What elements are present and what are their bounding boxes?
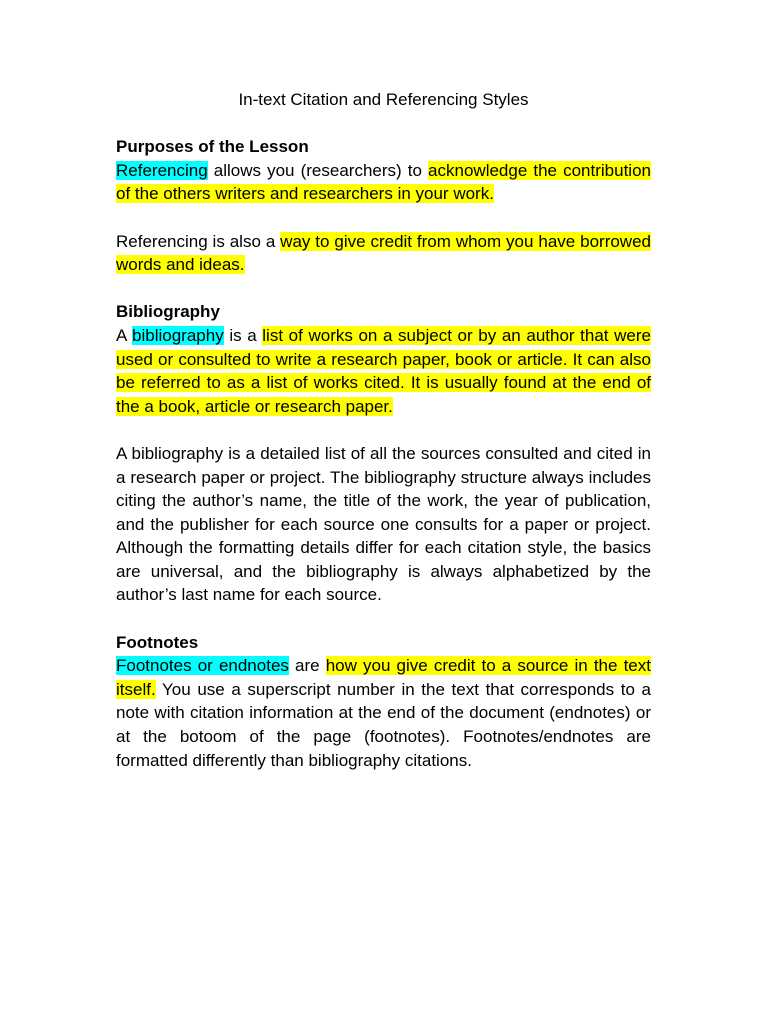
section-heading: Purposes of the Lesson [116, 137, 309, 157]
paragraph [116, 442, 651, 607]
paragraph [116, 324, 651, 418]
paragraph [116, 159, 651, 206]
paragraph [116, 230, 651, 277]
highlighted-term: Referencing [116, 160, 208, 180]
text-run: A [116, 325, 133, 345]
highlighted-definition: how you give credit to a source in the text itself. [116, 656, 651, 699]
document-title: In-text Citation and Referencing Styles [238, 90, 529, 109]
section-heading: Footnotes [116, 632, 199, 652]
section-bibliography [116, 300, 651, 607]
highlighted-definition: way to give credit from whom you have borrowed words and ideas. [116, 231, 651, 275]
section-footnotes [116, 631, 651, 773]
paragraph [116, 654, 651, 772]
highlighted-definition: list of works on a subject or by an author that were used or consulted to write a research paper, book or article. It can also be referred to as a list of works cited. It is usually found at the end of the a book, article or research paper. [116, 325, 651, 416]
text-run: allows you (researchers) to [207, 160, 429, 180]
section-heading: Bibliography [116, 302, 220, 322]
document-page [116, 88, 651, 796]
highlighted-definition: acknowledge the contribution of the others writers and researchers in your work. [116, 160, 651, 204]
text-run: is a [223, 325, 263, 345]
text-run: are [288, 656, 326, 676]
text-run: Referencing is also a [116, 231, 281, 251]
section-purposes [116, 135, 651, 277]
highlighted-term: bibliography [132, 325, 224, 345]
text-run: You use a superscript number in the text that corresponds to a note with citation information at the end of the document (endnotes) or at the botoom of the page (footnotes). Footnotes/endnotes are formatted differently than bibliography citations. [116, 679, 651, 770]
highlighted-term: Footnotes or endnotes [116, 656, 289, 676]
text-run: A bibliography is a detailed list of all the sources consulted and cited in a research paper or project. The bibliography structure always includes citing the author’s name, the title of the work, the year of publication, and the publisher for each source one consults for a paper or project. Although the formatting details differ for each citation style, the basics are universal, and the bibliography is always alphabetized by the author’s last name for each source. [116, 443, 651, 605]
